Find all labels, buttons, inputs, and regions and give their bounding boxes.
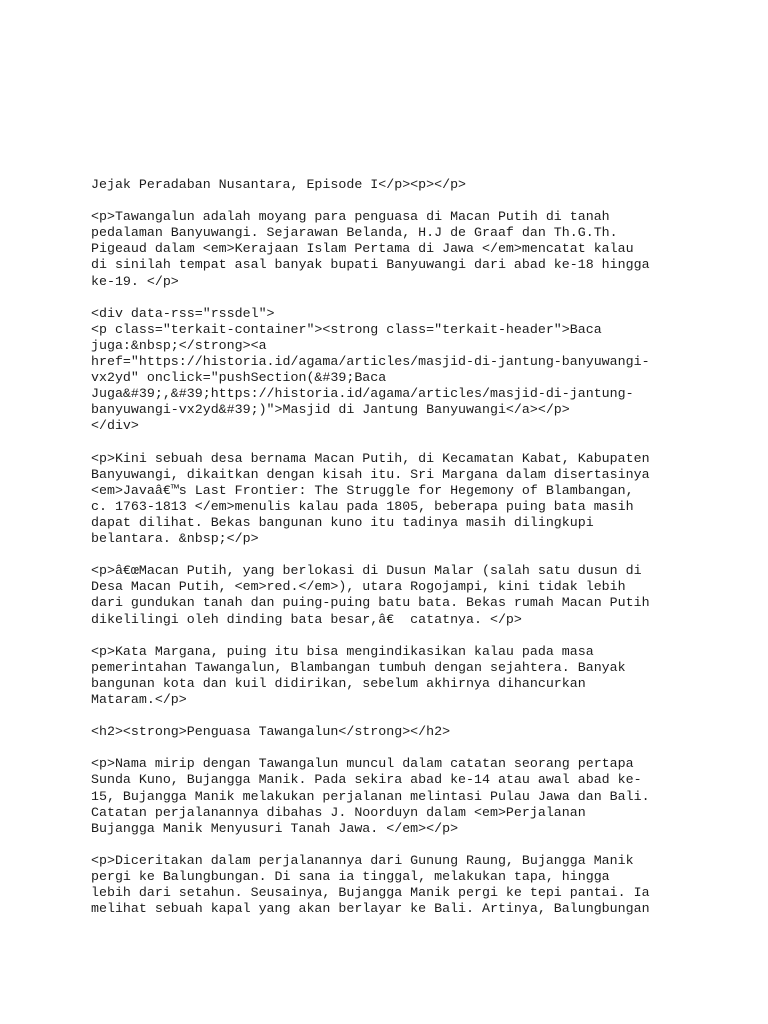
text-line: <em>Javaâ€™s Last Frontier: The Struggle for Hegemony of Blambangan,: [91, 482, 634, 498]
text-line: Jejak Peradaban Nusantara, Episode I</p><p></p>: [91, 177, 467, 192]
text-line: melihat sebuah kapal yang akan berlayar ke Bali. Artinya, Balungbungan: [91, 901, 650, 917]
paragraph: [91, 563, 681, 627]
text-line: Bujangga Manik Menyusuri Tanah Jawa. </em></p>: [91, 820, 459, 836]
text-line: <h2><strong>Penguasa Tawangalun</strong></h2>: [91, 724, 451, 740]
text-line: Sunda Kuno, Bujangga Manik. Pada sekira abad ke-14 atau awal abad ke-: [91, 772, 642, 788]
text-line: pemerintahan Tawangalun, Blambangan tumbuh dengan sejahtera. Banyak: [91, 659, 626, 675]
text-line: <p>Kata Margana, puing itu bisa mengindikasikan kalau pada masa: [91, 643, 594, 659]
paragraph: [91, 644, 681, 708]
text-line: lebih dari setahun. Seusainya, Bujangga Manik pergi ke tepi pantai. Ia: [91, 885, 650, 901]
paragraph: [91, 724, 681, 740]
text-line: Catatan perjalanannya dibahas J. Noorduyn dalam <em>Perjalanan: [91, 804, 586, 820]
text-line: Mataram.</p>: [91, 692, 187, 707]
text-line: Pigeaud dalam <em>Kerajaan Islam Pertama di Jawa </em>mencatat kalau: [91, 241, 634, 257]
text-line: pergi ke Balungbungan. Di sana ia tinggal, melakukan tapa, hingga: [91, 869, 610, 885]
text-line: vx2yd" onclick="pushSection(&#39;Baca: [91, 370, 387, 386]
paragraph: [91, 209, 681, 289]
text-line: c. 1763-1813 </em>menulis kalau pada 1805, beberapa puing bata masih: [91, 498, 634, 514]
paragraph: [91, 853, 681, 917]
text-line: dikelilingi oleh dinding bata besar,â€ catatnya. </p>: [91, 611, 522, 627]
text-line: <p class="terkait-container"><strong class="terkait-header">Baca: [91, 321, 602, 337]
text-line: <p>â€œMacan Putih, yang berlokasi di Dusun Malar (salah satu dusun di: [91, 563, 642, 579]
text-line: dapat dilihat. Bekas bangunan kuno itu tadinya masih dilingkupi: [91, 514, 594, 530]
paragraph: [91, 451, 681, 548]
text-line: dari gundukan tanah dan puing-puing batu bata. Bekas rumah Macan Putih: [91, 595, 650, 611]
text-line: <p>Diceritakan dalam perjalanannya dari Gunung Raung, Bujangga Manik: [91, 852, 634, 868]
text-line: 15, Bujangga Manik melakukan perjalanan melintasi Pulau Jawa dan Bali.: [91, 788, 650, 804]
text-line: </div>: [91, 418, 139, 434]
paragraph: [91, 177, 681, 193]
text-line: banyuwangi-vx2yd&#39;)">Masjid di Jantung Banyuwangi</a></p>: [91, 402, 570, 418]
text-line: <p>Kini sebuah desa bernama Macan Putih, di Kecamatan Kabat, Kabupaten: [91, 450, 650, 466]
document-page: [91, 177, 681, 933]
text-line: pedalaman Banyuwangi. Sejarawan Belanda, H.J de Graaf dan Th.G.Th.: [91, 225, 618, 241]
paragraph: [91, 756, 681, 836]
paragraph: [91, 306, 681, 435]
text-line: href="https://historia.id/agama/articles/masjid-di-jantung-banyuwangi-: [91, 354, 650, 370]
text-line: Desa Macan Putih, <em>red.</em>), utara Rogojampi, kini tidak lebih: [91, 579, 626, 595]
text-line: bangunan kota dan kuil didirikan, sebelum akhirnya dihancurkan: [91, 675, 586, 691]
text-line: Juga&#39;,&#39;https://historia.id/agama/articles/masjid-di-jantung-: [91, 386, 634, 402]
text-line: <p>Nama mirip dengan Tawangalun muncul dalam catatan seorang pertapa: [91, 756, 634, 772]
text-line: <div data-rss="rssdel">: [91, 305, 275, 321]
text-line: ke-19. </p>: [91, 273, 179, 289]
text-line: juga:&nbsp;</strong><a: [91, 337, 267, 353]
text-line: <p>Tawangalun adalah moyang para penguasa di Macan Putih di tanah: [91, 209, 610, 225]
text-line: di sinilah tempat asal banyak bupati Banyuwangi dari abad ke-18 hingga: [91, 257, 650, 273]
text-line: Banyuwangi, dikaitkan dengan kisah itu. Sri Margana dalam disertasinya: [91, 466, 650, 482]
text-line: belantara. &nbsp;</p>: [91, 531, 259, 547]
